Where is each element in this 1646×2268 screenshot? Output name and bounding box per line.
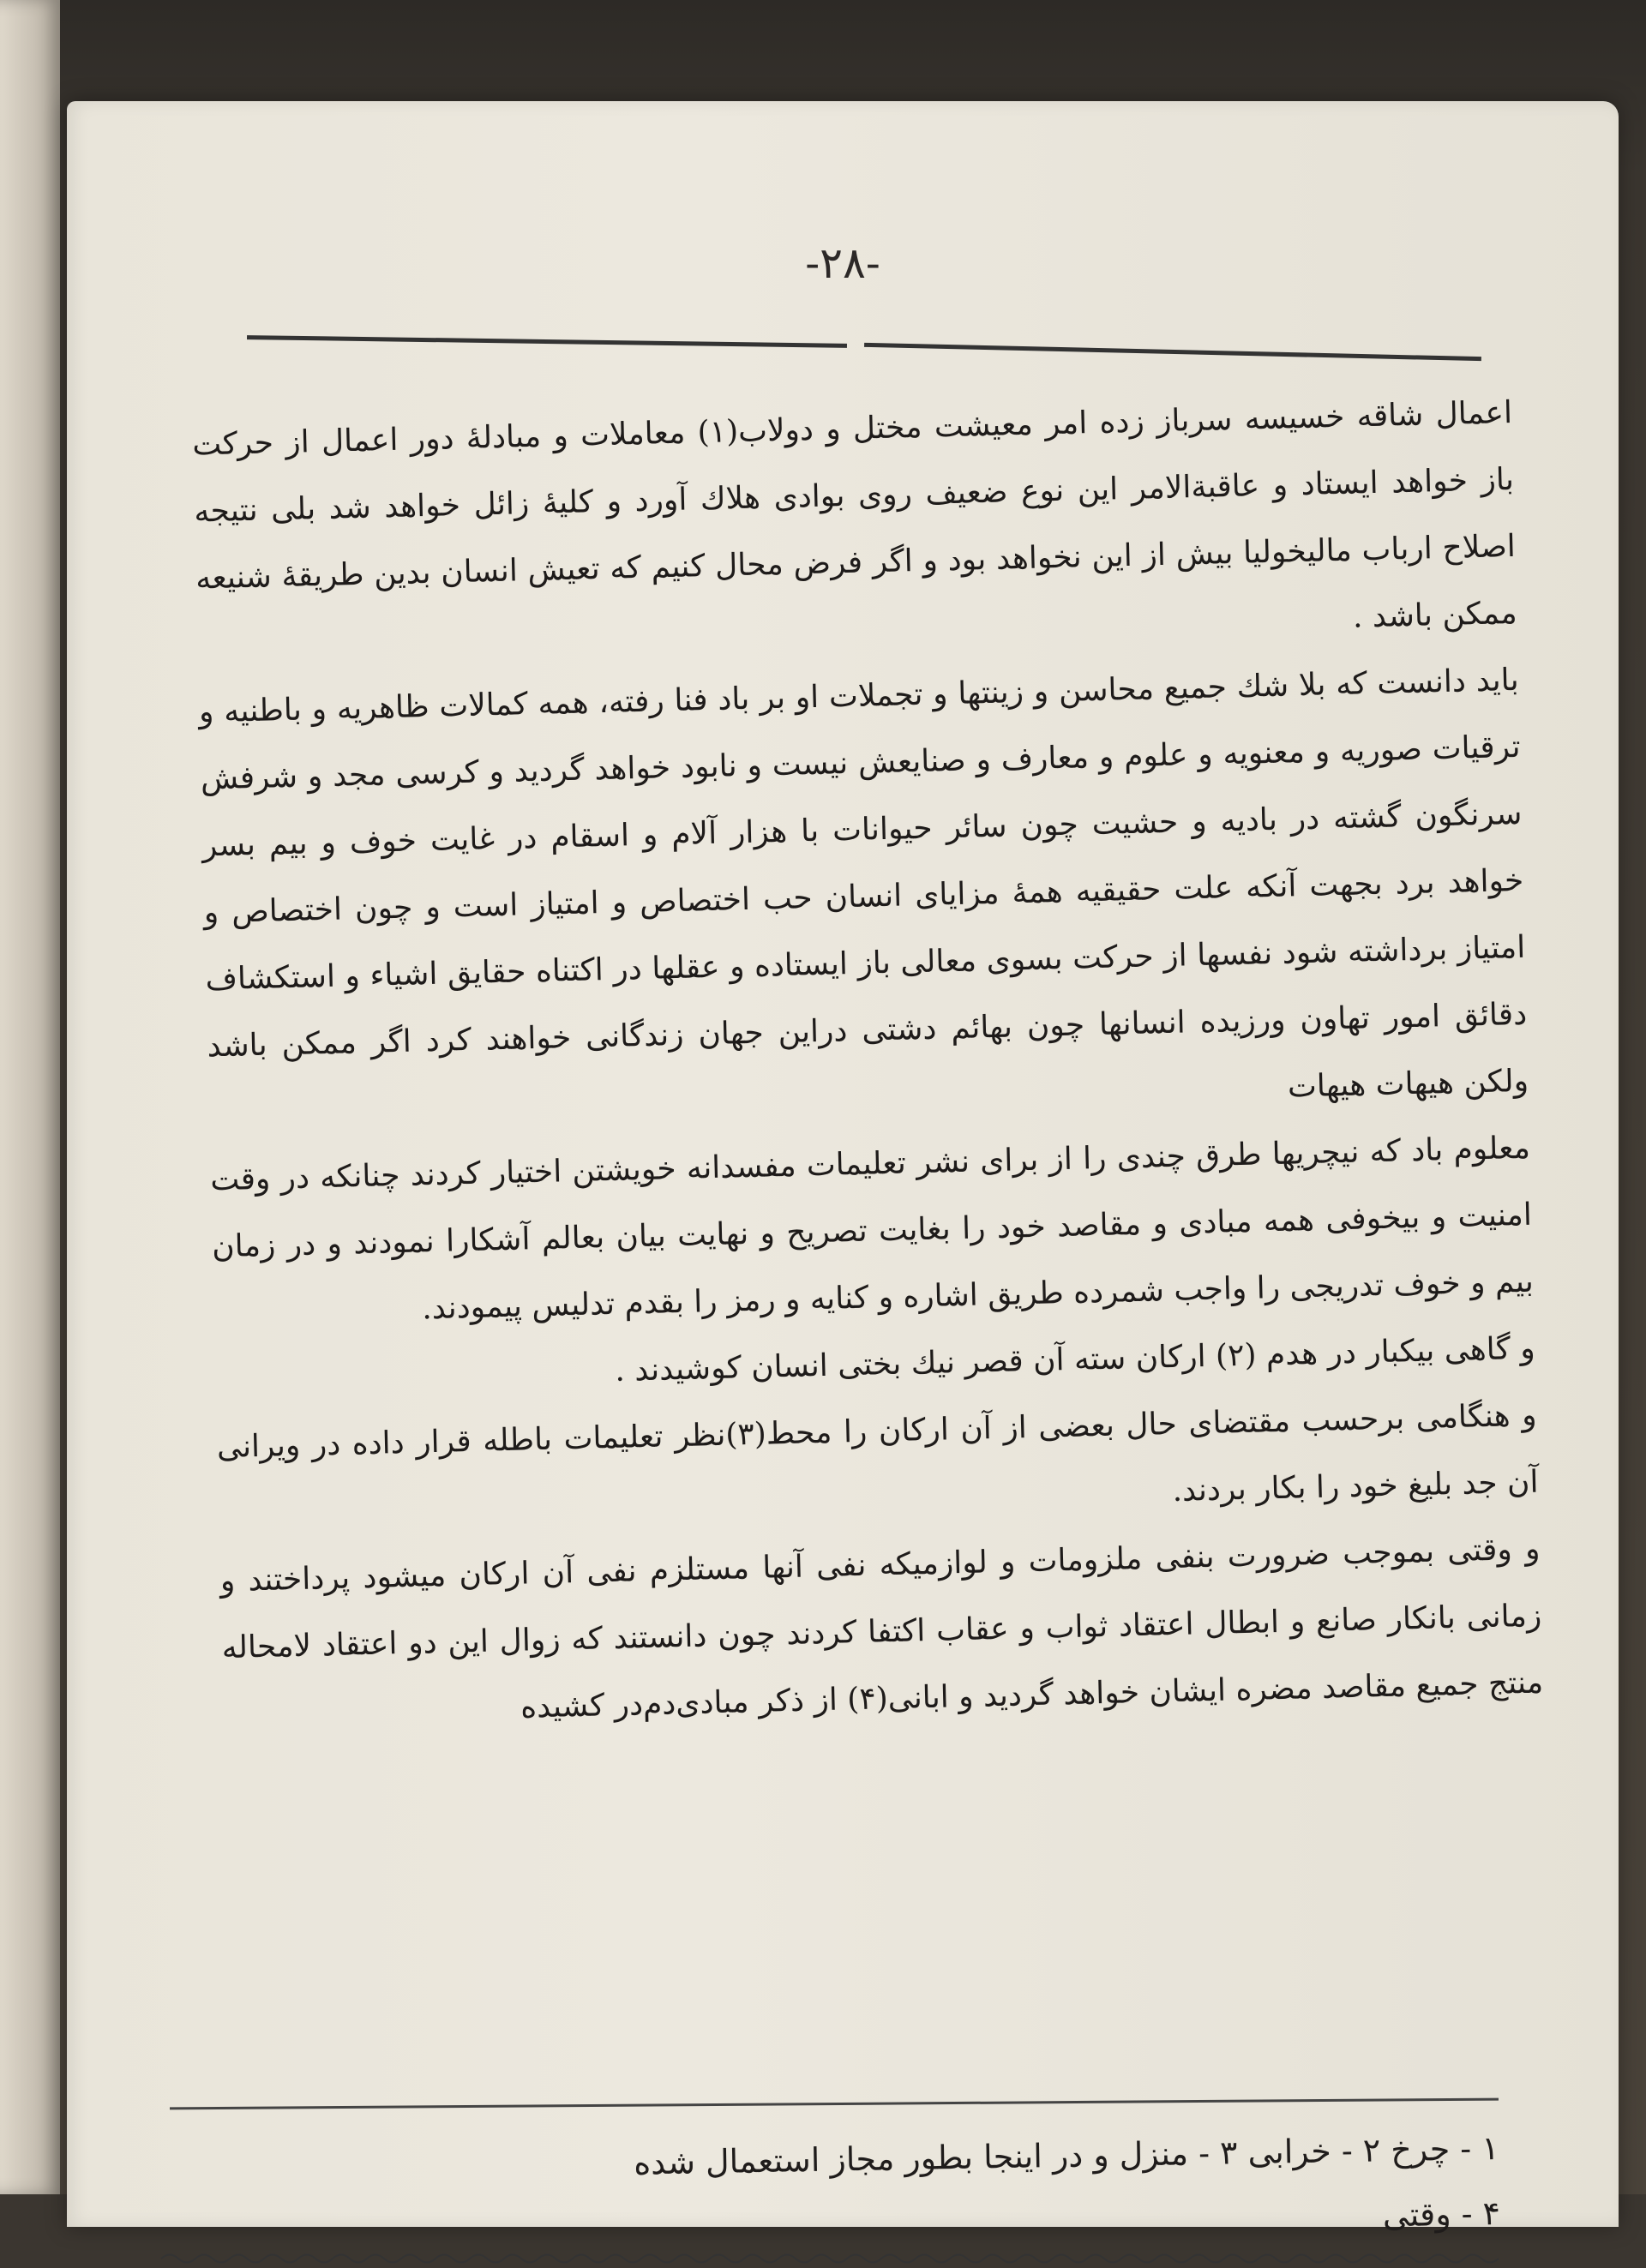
footnote-line-1: ۱ - چرخ ۲ - خرابی ۳ - منزل و در اینجا بطور مجاز استعمال شده xyxy=(633,2128,1500,2182)
paragraph-3: معلوم باد که نیچریها طرق چندی را از برای نشر تعلیمات مفسدانه خویشتن اختیار کردند چنانکه در وقت امنیت و بیخوفی همه مبادی و مقاصد خود را بغایت تصریح و نهایت بیان بعالم آشکارا نمودند و در زمان بیم و خوف تدریجی را واجب شمرده طریق اشاره و کنایه و رمز را بقدم تدلیس پیمودند. xyxy=(209,1130,1535,1327)
page-number: -۲۸- xyxy=(805,238,880,288)
bottom-wavy-rule xyxy=(161,2251,1507,2266)
footnote-line-2: ۴ - وقتی xyxy=(1382,2193,1501,2235)
page-body xyxy=(191,380,1544,1749)
footnote-separator xyxy=(170,2098,1499,2110)
footnotes xyxy=(213,2115,1500,2268)
left-facing-page xyxy=(0,0,60,2194)
document-page xyxy=(67,101,1619,2235)
header-rule-right xyxy=(864,343,1481,361)
paragraph-2: باید دانست که بلا شك جمیع محاسن و زینتها و تجملات او بر باد فنا رفته، همه کمالات ظاهریه و باطنیه و ترقیات صوریه و معنویه و علوم و معارف و صنایعش نیست و نابود خواهد گردید و کرسی مجد و شرفش سرنگون گشته در بادیه و حشیت چون سائر حیوانات با هزار آلام و اسقام در غایت خوف و بیم بسر خواهد برد بجهت آنکه علت حقیقیه همهٔ مزایای انسان حب اختصاص و امتیاز است و چون اختصاص و امتیاز برداشته شود نفسها از حرکت بسوی معالی باز ایستاده و عقلها در اکتناه حقایق اشیاء و استکشاف دقائق امور تهاون ورزیده انسانها چون بهائم دشتی دراین جهان زندگانی خواهند کرد اگر ممکن باشد ولکن هیهات هیهات xyxy=(198,662,1529,1105)
header-rule-left xyxy=(247,335,847,348)
paragraph-1: اعمال شاقه خسیسه سرباز زده امر معیشت مختل و دولاب(۱) معاملات و مبادلهٔ دور اعمال از حرکت باز خواهد ایستاد و عاقبةالامر این نوع ضعیف روی بوادی هلاك آورد و کلیهٔ زائل خواهد شد بلی نتیجه اصلاح ارباب مالیخولیا بیش از این نخواهد بود و اگر فرض محال کنیم که تعیش انسان بدین طریقهٔ شنیعه ممکن باشد . xyxy=(191,394,1518,635)
paragraph-4: و گاهی بیکبار در هدم (۲) ارکان سته آن قصر نیك بختی انسان کوشیدند . xyxy=(614,1330,1536,1389)
paragraph-5: و هنگامی برحسب مقتضای حال بعضی از آن ارکان را محط(۳)نظر تعلیمات باطله قرار داده در ویرانی آن جد بلیغ خود را بکار بردند. xyxy=(216,1397,1539,1509)
paragraph-6: و وقتی بموجب ضرورت بنفی ملزومات و لوازمیکه نفی آنها مستلزم نفی آن ارکان میشود پرداختند و زمانی بانکار صانع و ابطال اعتقاد ثواب و عقاب اکتفا کردند چون دانستند که زوال این دو اعتقاد لامحاله منتج جمیع مقاصد مضره ایشان خواهد گردید و ابانی(۴) از ذکر مبادی‌دم‌در کشیده xyxy=(219,1531,1544,1725)
